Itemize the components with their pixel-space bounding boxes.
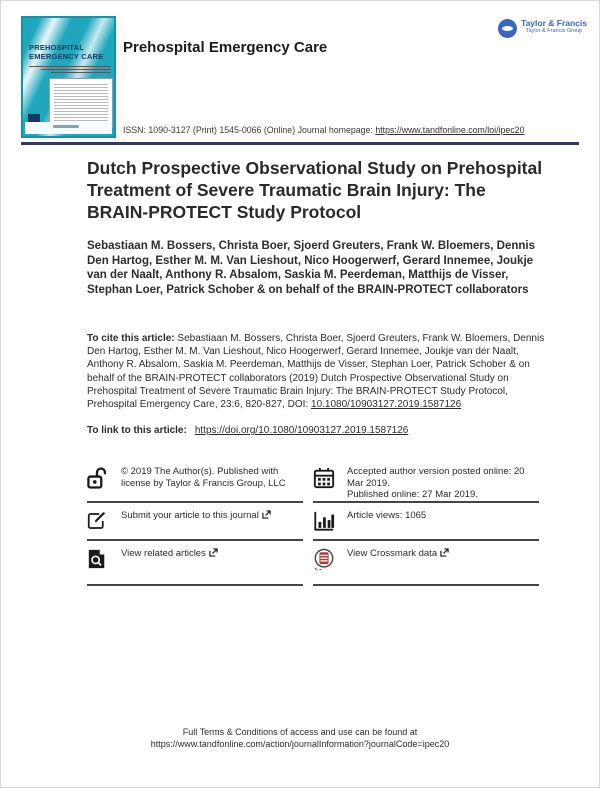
cover-subtitle-line: [51, 72, 111, 73]
crossmark-icon: [313, 548, 337, 572]
cover-title-line2: EMERGENCY CARE: [29, 51, 104, 61]
external-link-icon: [440, 548, 449, 561]
issn-homepage-line: [123, 125, 524, 135]
taylor-francis-logo-icon: [498, 19, 517, 38]
taylor-francis-logo: [498, 19, 587, 38]
journal-homepage-link[interactable]: https://www.tandfonline.com/loi/ipec20: [375, 125, 525, 135]
terms-footer: [1, 727, 599, 750]
calendar-icon: [313, 466, 337, 490]
journal-cover-thumbnail: [21, 16, 116, 138]
article-authors: Sebastiaan M. Bossers, Christa Boer, Sjoerd Greuters, Frank W. Bloemers, Dennis Den Hartog, Esther M. M. Van Lieshout, Nico Hoogerwerf, Gerard Innemee, Joukje van der Naalt, Anthony R. Absalom, Saskia M. Peerdeman, Matthijs de Visser, Stephan Loer, Patrick Schober & on behalf of the BRAIN-PROTECT collaborators: [87, 240, 536, 296]
article-doi-link[interactable]: https://doi.org/10.1080/10903127.2019.1587126: [194, 425, 409, 436]
license-text: © 2019 The Author(s). Published with license by Taylor & Francis Group, LLC: [121, 466, 286, 489]
publication-dates-row: [313, 459, 539, 503]
cite-label: To cite this article:: [87, 333, 175, 344]
issn-text: ISSN: 1090-3127 (Print) 1545-0066 (Online) Journal homepage:: [123, 125, 376, 135]
header-divider: [21, 142, 579, 145]
cover-subtitle-line: [41, 69, 111, 70]
related-articles-row[interactable]: [87, 541, 303, 586]
cover-journal-title: [29, 44, 103, 61]
journal-title: Prehospital Emergency Care: [123, 39, 328, 56]
crossmark-link[interactable]: View Crossmark data: [347, 548, 438, 559]
cover-subtitle-line: [29, 66, 111, 67]
article-title: Dutch Prospective Observational Study on Prehospital Treatment of Severe Traumatic Brain Injury: The BRAIN-PROTECT Study Protocol: [87, 158, 543, 222]
link-to-article: [87, 425, 547, 436]
terms-footer-line2: https://www.tandfonline.com/action/journalInformation?journalCode=ipec20: [150, 738, 450, 749]
open-access-icon: [87, 466, 111, 490]
submit-article-link[interactable]: Submit your article to this journal: [121, 510, 259, 521]
license-row: [87, 459, 303, 503]
crossmark-row[interactable]: [313, 541, 539, 586]
related-articles-link[interactable]: View related articles: [121, 548, 206, 559]
cite-this-article: [87, 332, 547, 411]
cover-abstract-text-lines: [54, 84, 108, 122]
submit-article-icon: [87, 510, 111, 532]
taylor-francis-logo-subtitle: Taylor & Francis Group: [525, 28, 583, 34]
cover-title-line1: PREHOSPITAL: [29, 43, 84, 52]
article-info-grid: [87, 459, 539, 586]
cite-text: Sebastiaan M. Bossers, Christa Boer, Sjoerd Greuters, Frank W. Bloemers, Dennis Den Hartog, Esther M. M. Van Lieshout, Nico Hoogerwerf, Gerard Innemee, Joukje van der Naalt, Anthony R. Absalom, Saskia M. Peerdeman, Matthijs de Visser, Stephan Loer, Patrick Schober & on behalf of the BRAIN-PROTECT collaborators (2019) Dutch Prospective Observational Study on Prehospital Treatment of Severe Traumatic Brain Injury: The BRAIN-PROTECT Study Protocol, Prehospital Emergency Care, 23:6, 820-827, DOI:: [87, 333, 545, 411]
terms-footer-line1: Full Terms & Conditions of access and use can be found at: [182, 727, 418, 737]
bar-chart-icon: [313, 510, 337, 532]
published-date-text: Published online: 27 Mar 2019.: [347, 489, 478, 500]
cover-bottom-strip: [25, 122, 112, 134]
accepted-date-text: Accepted author version posted online: 20 Mar 2019.: [347, 466, 525, 489]
link-label: To link to this article:: [87, 425, 187, 436]
article-views-row: [313, 503, 539, 541]
taylor-francis-logo-name: Taylor & Francis: [521, 18, 587, 28]
cover-abstract-preview: [49, 78, 113, 128]
external-link-icon: [262, 510, 271, 523]
external-link-icon: [209, 548, 218, 561]
article-views-text: Article views: 1065: [347, 510, 427, 521]
submit-article-row[interactable]: [87, 503, 303, 541]
cover-publisher-mark: [53, 125, 79, 128]
related-articles-icon: [87, 548, 111, 570]
cite-doi-link[interactable]: 10.1080/10903127.2019.1587126: [311, 399, 462, 411]
